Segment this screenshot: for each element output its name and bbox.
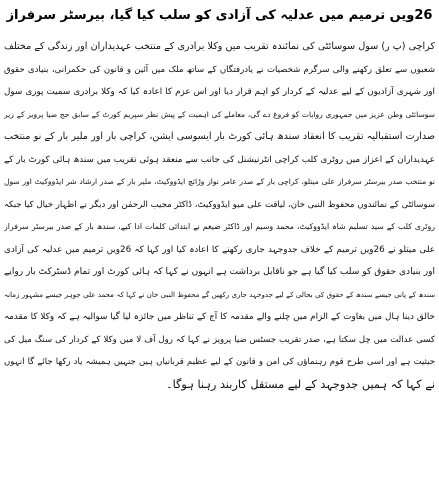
- article-line: اور بنیادی حقوق کو سلب کیا گیا ہے جو ناقابل برداشت ہے انہوں نے کہا کہ ہائی کورٹ اور تمام ڈسٹرکٹ بار روایے: [4, 267, 435, 277]
- article-line: شعبوں سے تعلق رکھنے والی سرگرم شخصیات نے یادرفتگاں کے ساتھ ملک میں آئین و قانون کی حکمرانی، بنیادی حقوق: [4, 64, 435, 75]
- article-body: [4, 36, 435, 396]
- article-line: کراچی (پ ر) سول سوسائٹی کی نمائندہ تقریب میں وکلا برادری کے منتخب عہدیداران اور زندگی کے مختلف: [4, 41, 435, 52]
- article-line: علی میتلو نے 26ویں ترمیم کے خلاف جدوجہد جاری رکھنے کا اعادہ کیا اور کہا کہ 26ویں ترمیم میں عدلیہ کی آزادی: [4, 244, 435, 255]
- article-line: کسی عدالت میں چل سکتا ہے، صدر تقریب جسٹس ضیا پرویز نے کہا کہ رول آف لا میں وکلا کے کردار کی سنگ میل کی: [4, 334, 435, 345]
- article-line: سوسائٹی وطن عزیز میں جمہوری روایات کو فروغ دے گی، معاملے کی اہمیت کے پیش نظر سپریم کورٹ کے سابق جج ضیا پرویز کے زیر: [4, 109, 435, 119]
- article-line: اور شہری آزادیوں کے لیے عدلیہ کے کردار کو اہم قرار دیا اور اس عزم کا اعادہ کیا کہ وکلا برادری سمیت پوری سول: [4, 87, 435, 97]
- article-line: خالق دینا ہال میں بغاوت کے الزام میں چلنے والے مقدمہ کا آج کے تناظر میں جائزہ لیا گیا سوالیہ ہے کہ وکلا کا مقدمہ: [4, 312, 435, 322]
- article-line: صدارت استقبالیہ تقریب کا انعقاد سندھ ہائی کورٹ بار ایسوسی ایشن، کراچی بار اور ملیر بار کے نو منتخب: [4, 131, 435, 142]
- article-line: روٹری کلب کے سید تسلیم شاہ ایڈووکیٹ، محمد وسیم اور ڈاکٹر ضیغم نے ابتدائی کلمات ادا کیے، سندھ بار کے صدر بیرسٹر سرفراز: [4, 222, 435, 231]
- article-line: سندھ کے پانی جیسے سندھ کے حقوق کی بحالی کے لیے جدوجہد جاری رکھیں گے محفوظ النبی خان نے کہا کہ محمد علی جوہر جیسے مشہور زمانہ: [4, 289, 435, 299]
- headline: 26ویں ترمیم میں عدلیہ کی آزادی کو سلب کیا گیا، بیرسٹر سرفراز: [6, 8, 433, 23]
- article-line: حیثیت ہے اور اسی طرح قوم رہنماؤں کی امن و قانون کے لیے عظیم قربانیاں ہیں جنہیں ہمیشہ یاد رکھا جائے گا انہوں: [4, 357, 435, 367]
- article-line: سوسائٹی کے نمائندوں محفوظ النبی خان، لیاقت علی میو ایڈووکیٹ، ڈاکٹر مجیب الرحمٰن اور دیگر نے اظہار خیال کیا جبکہ: [4, 199, 435, 210]
- article-line: نے کہا کہ ہمیں جدوجہد کے لیے مستقل کاربند رہنا ہوگا۔: [165, 377, 435, 391]
- article-line: عہدیداران کے اعزاز میں روٹری کلب کراچی انٹرنیشنل کی جانب سے منعقد ہوئی تقریب میں سندھ ہائی کورٹ بار کے: [4, 154, 435, 165]
- article-line: نو منتخب صدر بیرسٹر سرفراز علی میتلو، کراچی بار کے صدر عامر نواز وڑائچ ایڈووکیٹ، ملیر بار کے صدر ارشاد شر ایڈووکیٹ اور سول: [4, 177, 435, 186]
